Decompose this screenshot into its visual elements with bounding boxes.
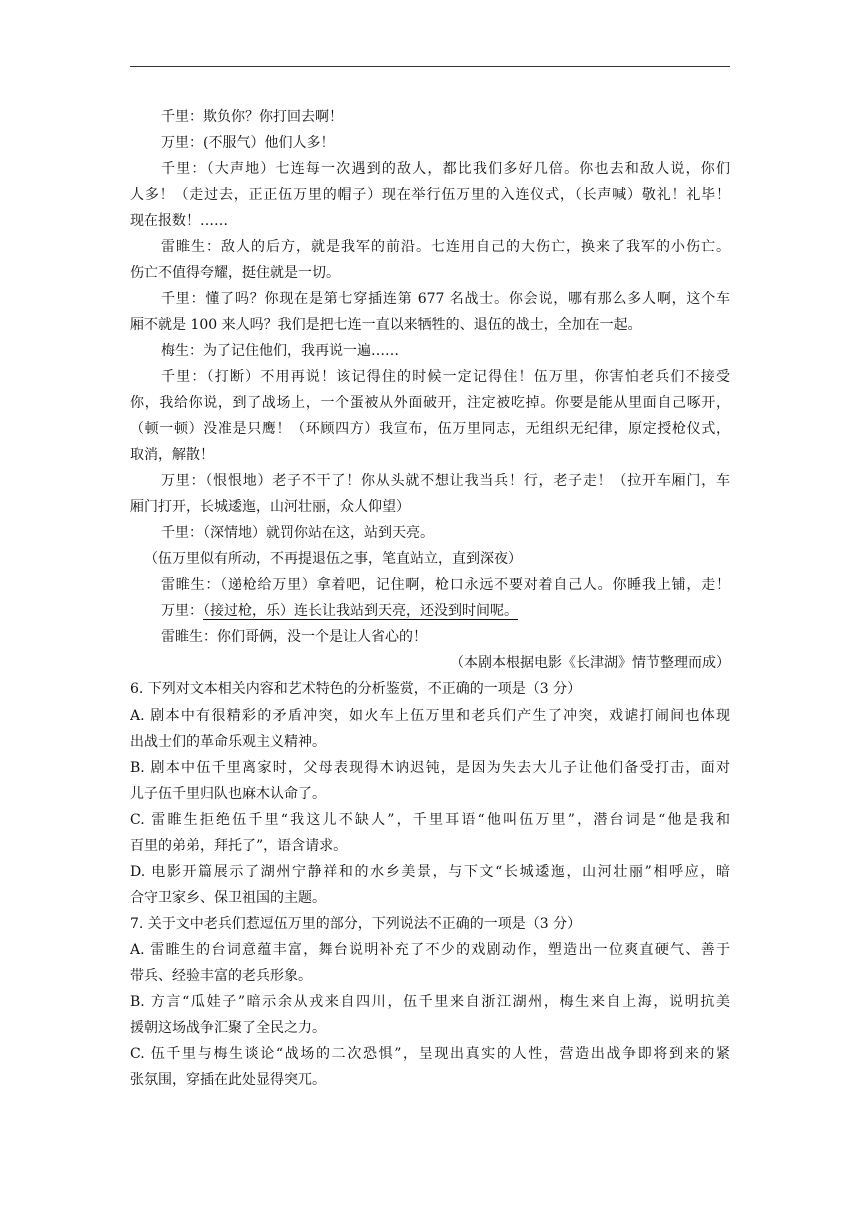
script-line: 千里：（大声地）七连每一次遇到的敌人，都比我们多好几倍。你也去和敌人说，你们 <box>161 161 730 177</box>
script-line: 千里：欺负你？你打回去啊！ <box>161 109 343 125</box>
script-line: 现在报数！…… <box>130 213 228 229</box>
script-line: 厢门打开，长城逶迤，山河壮丽，众人仰望） <box>130 499 410 515</box>
script-line: 万里：（恨恨地）老子不干了！你从头就不想让我当兵！行，老子走！（拉开车厢门，车 <box>161 473 730 489</box>
script-line: 千里：（深情地）就罚你站在这，站到天亮。 <box>161 525 434 541</box>
stage-direction: （伍万里似有所动，不再提退伍之事，笔直站立，直到深夜） <box>144 551 522 567</box>
script-line: 雷睢生：（递枪给万里）拿着吧，记住啊，枪口永远不要对着自己人。你睡我上铺，走！ <box>161 577 730 593</box>
script-line: 万里：(不服气）他们人多！ <box>161 135 335 151</box>
option-6d: D. 电影开篇展示了湖州宁静祥和的水乡美景，与下文“长城逶迤，山河壮丽”相呼应，暗 <box>130 864 730 880</box>
option-7a-cont: 带兵、经验丰富的老兵形象。 <box>130 968 312 984</box>
script-line: 梅生：为了记住他们，我再说一遍…… <box>161 343 399 359</box>
underlined-text: （接过枪，乐）连长让我站到天亮，还没到时间呢。 <box>203 603 518 619</box>
header-rule <box>130 66 730 67</box>
speaker-label: 万里： <box>161 603 203 619</box>
option-6b-cont: 儿子伍千里归队也麻木认命了。 <box>130 786 326 802</box>
option-7b: B. 方言“瓜娃子”暗示余从戎来自四川，伍千里来自浙江湖州，梅生来自上海，说明抗美 <box>130 994 730 1010</box>
option-7b-cont: 援朝这场战争汇聚了全民之力。 <box>130 1020 326 1036</box>
option-6a: A. 剧本中有很精彩的矛盾冲突，如火车上伍万里和老兵们产生了冲突，戏谑打闹间也体现 <box>130 708 730 724</box>
script-line: 你，我给你说，到了战场上，一个蛋被从外面破开，注定被吃掉。你要是能从里面自己啄开， <box>130 395 730 411</box>
script-excerpt <box>130 104 730 676</box>
option-6c: C. 雷睢生拒绝伍千里“我这儿不缺人”，千里耳语“他叫伍万里”，潜台词是“他是我和 <box>130 812 730 828</box>
script-line: 伤亡不值得夸耀，挺住就是一切。 <box>130 265 340 281</box>
script-line: 千里：懂了吗？你现在是第七穿插连第 677 名战士。你会说，哪有那么多人啊，这个车 <box>161 291 730 307</box>
option-6a-cont: 出战士们的革命乐观主义精神。 <box>130 734 326 750</box>
question-6-stem: 6. 下列对文本相关内容和艺术特色的分析鉴赏，不正确的一项是（3 分） <box>130 681 582 697</box>
option-6c-cont: 百里的弟弟，拜托了”，语含请求。 <box>130 838 348 854</box>
script-line-underlined <box>130 598 730 624</box>
script-line: 厢不就是 100 来人吗？我们是把七连一直以来牺牲的、退伍的战士，全加在一起。 <box>130 317 642 333</box>
source-note: （本剧本根据电影《长津湖》情节整理而成） <box>450 655 730 671</box>
script-line: （顿一顿）没准是只鹰！（环顾四方）我宣布，伍万里同志，无组织无纪律，原定授枪仪式， <box>130 421 730 437</box>
option-7c: C. 伍千里与梅生谈论“战场的二次恐惧”，呈现出真实的人性，营造出战争即将到来的紧 <box>130 1046 730 1062</box>
question-7-stem: 7. 关于文中老兵们惹逗伍万里的部分，下列说法不正确的一项是（3 分） <box>130 916 582 932</box>
option-7a: A. 雷睢生的台词意蕴丰富，舞台说明补充了不少的戏剧动作，塑造出一位爽直硬气、善于 <box>130 942 730 958</box>
option-6d-cont: 合守卫家乡、保卫祖国的主题。 <box>130 890 326 906</box>
script-line: 雷睢生：敌人的后方，就是我军的前沿。七连用自己的大伤亡，换来了我军的小伤亡。 <box>161 239 730 255</box>
script-line: 取消，解散！ <box>130 447 214 463</box>
script-line: 人多！（走过去，正正伍万里的帽子）现在举行伍万里的入连仪式，（长声喊）敬礼！礼毕！ <box>130 187 730 203</box>
option-6b: B. 剧本中伍千里离家时，父母表现得木讷迟钝，是因为失去大儿子让他们备受打击，面对 <box>130 760 730 776</box>
option-7c-cont: 张氛围，穿插在此处显得突兀。 <box>130 1072 326 1088</box>
script-line: 雷睢生：你们哥俩，没一个是让人省心的！ <box>161 629 427 645</box>
script-line: 千里：（打断）不用再说！该记得住的时候一定记得住！伍万里，你害怕老兵们不接受 <box>161 369 730 385</box>
